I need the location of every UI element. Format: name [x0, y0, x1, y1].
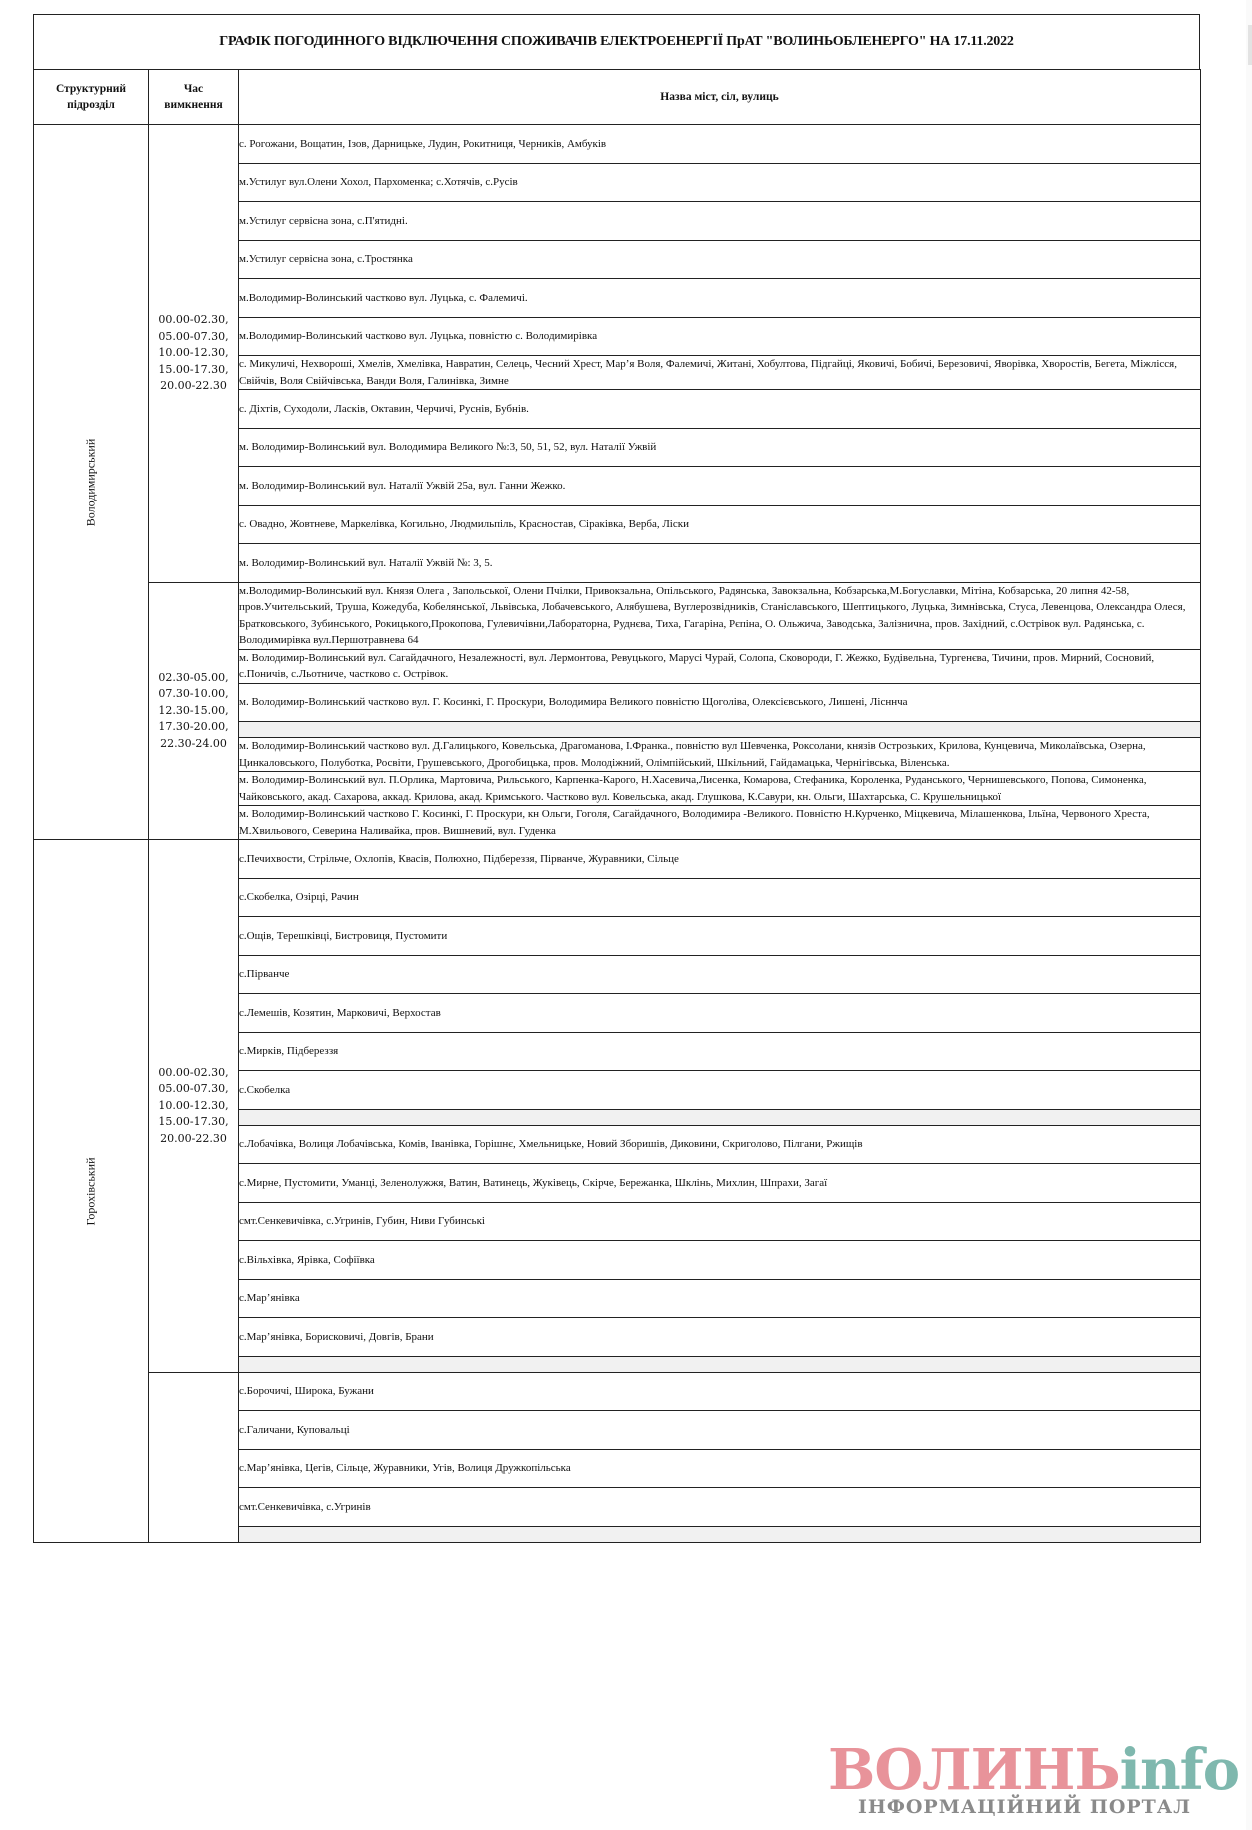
places-cell: с.Печихвости, Стрільче, Охлопів, Квасів, Полюхно, Підбереззя, Пірванче, Журавники, Сільце: [239, 840, 1201, 879]
outage-time-interval: 20.00-22.30: [160, 379, 227, 392]
logo-tagline: ІНФОРМАЦІЙНИЙ ПОРТАЛ: [858, 1796, 1192, 1818]
logo-brand-part2: info: [1119, 1737, 1240, 1803]
places-cell: м.Володимир-Волинський частково вул. Луцька, повністю с. Володимирівка: [239, 317, 1201, 356]
empty-row-cell: [239, 722, 1201, 738]
places-cell: м. Володимир-Волинський вул. Сагайдачного, Незалежності, вул. Лермонтова, Ревуцького, Марусі Чурай, Солопа, Сковороди, Г. Жежко, Будівельна, Тургенєва, Тичини, пров. Мирний, Сосновий, с.Поничів, с.Льотниче, частково с. Острівок.: [239, 649, 1201, 683]
places-cell: м. Володимир-Волинський вул. Володимира Великого №:3, 50, 51, 52, вул. Наталії Ужвій: [239, 428, 1201, 467]
outage-time-interval: 15.00-17.30,: [158, 1115, 229, 1128]
places-cell: м.Устилуг сервісна зона, с.П'ятидні.: [239, 202, 1201, 241]
places-cell: м.Устилуг вул.Олени Хохол, Пархоменка; с.Хотячів, с.Русів: [239, 163, 1201, 202]
outage-time-interval: 05.00-07.30,: [158, 329, 229, 343]
column-header-unit: [34, 70, 149, 125]
table-row: [34, 840, 1201, 879]
outage-time-interval: 10.00-12.30,: [158, 346, 229, 359]
column-header-unit-line: підрозділ: [67, 99, 115, 111]
scrollbar-thumb[interactable]: [1248, 25, 1252, 65]
column-header-time-line: вимкнення: [164, 99, 223, 111]
places-cell: с.Ощів, Терешківці, Бистровиця, Пустомити: [239, 917, 1201, 956]
places-cell: м. Володимир-Волинський вул. Наталії Ужвій №: 3, 5.: [239, 544, 1201, 583]
places-cell: м. Володимир-Волинський вул. Наталії Ужвій 25а, вул. Ганни Жежко.: [239, 467, 1201, 506]
places-cell: м.Володимир-Волинський частково вул. Луцька, с. Фалемичі.: [239, 279, 1201, 318]
places-cell: с.Галичани, Куповальці: [239, 1411, 1201, 1450]
outage-time-interval: 00.00-02.30,: [158, 1065, 229, 1079]
unit-cell: [34, 840, 149, 1543]
places-cell: м. Володимир-Волинський частково вул. Д.Галицького, Ковельська, Драгоманова, І.Франка., повністю вул Шевченка, Роксолани, князів Острозьких, Крилова, Кунцевича, Миколаївська, Озерна, Цинкаловського, Полуботка, Росвіти, Грушевського, Дрогобицька, пров. Молодіжний, Олімпійський, Шкільний, Гайдамацька, Чернігівська, Віленська.: [239, 738, 1201, 772]
places-cell: м. Володимир-Волинський частково вул. Г. Косинкі, Г. Проскури, Володимира Великого повністю Щоголіва, Олексієвського, Лишені, Лісннча: [239, 683, 1201, 722]
logo-wordmark: [828, 1737, 1248, 1803]
empty-row-cell: [239, 1526, 1201, 1542]
column-header-time-line: Час: [183, 83, 204, 95]
schedule-table: [33, 69, 1201, 1543]
schedule-body: [34, 125, 1201, 1543]
places-cell: с.Мирне, Пустомити, Уманці, Зеленолужжя, Ватин, Ватинець, Жуківець, Скірче, Бережанка, Шклінь, Михлин, Шпрахи, Загаї: [239, 1164, 1201, 1203]
places-cell: смт.Сенкевичівка, с.Угринів: [239, 1488, 1201, 1527]
outage-time-cell: [149, 582, 239, 840]
logo-brand-part1: ВОЛИНЬ: [828, 1737, 1120, 1803]
table-row: [34, 1372, 1201, 1411]
places-cell: с.Мар’янівка: [239, 1279, 1201, 1318]
outage-time-cell: [149, 840, 239, 1373]
outage-time-interval: 15.00-17.30,: [158, 362, 229, 376]
table-row: [34, 125, 1201, 164]
table-row: [34, 582, 1201, 649]
outage-time-interval: 17.30-20.00,: [158, 720, 229, 733]
scrollbar[interactable]: [1246, 0, 1252, 1830]
column-header-time: [149, 70, 239, 125]
unit-name: Володимирський: [83, 438, 98, 527]
places-cell: м. Володимир-Волинський вул. П.Орлика, Мартовича, Рильського, Карпенка-Карого, Н.Хасевича,Лисенка, Комарова, Стефаника, Короленка, Руданського, Чернишевського, Попова, Симоненка, Чайковського, акад. Сахарова, аккад. Крилова, акад. Кримського. Частково вул. Ковельська, акад. Глушкова, К.Савури, кн. Ольги, Шахтарська, С. Крушельницької: [239, 772, 1201, 806]
places-cell: с. Овадно, Жовтневе, Маркелівка, Когильно, Людмильпіль, Красностав, Сіраківка, Верба, Ліски: [239, 505, 1201, 544]
places-cell: с.Лобачівка, Волиця Лобачівська, Комів, Іванівка, Горішнє, Хмельницьке, Новий Зборишів, Диковини, Скриголово, Пілгани, Ржищів: [239, 1125, 1201, 1164]
outage-time-cell: [149, 1372, 239, 1542]
places-cell: м.Устилуг сервісна зона, с.Тростянка: [239, 240, 1201, 279]
outage-time-interval: 00.00-02.30,: [158, 313, 229, 326]
document-title: ГРАФІК ПОГОДИННОГО ВІДКЛЮЧЕННЯ СПОЖИВАЧІВ ЕЛЕКТРОЕНЕРГІЇ ПрАТ "ВОЛИНЬОБЛЕНЕРГО" НА 17.11.2022: [33, 14, 1200, 69]
places-cell: с.Пірванче: [239, 955, 1201, 994]
places-cell: с.Лемешів, Козятин, Марковичі, Верхостав: [239, 994, 1201, 1033]
places-cell: с.Вільхівка, Ярівка, Софіївка: [239, 1241, 1201, 1280]
places-cell: с.Мар’янівка, Борисковичі, Довгів, Брани: [239, 1318, 1201, 1357]
places-cell: с.Борочичі, Широка, Бужани: [239, 1372, 1201, 1411]
places-cell: м. Володимир-Волинський частково Г. Косинкі, Г. Проскури, кн Ольги, Гоголя, Сагайдачного, Володимира -Великого. Повністю Н.Курченко, Міцкевича, Мілашенкова, Ільїна, Червоного Хреста, М.Хвильового, Северина Наливайка, пров. Вишневий, вул. Гуденка: [239, 806, 1201, 840]
places-cell: с.Скобелка, Озірці, Рачин: [239, 878, 1201, 917]
places-cell: с.Мирків, Підбереззя: [239, 1032, 1201, 1071]
column-header-unit-line: Структурний: [55, 83, 127, 95]
outage-time-interval: 02.30-05.00,: [158, 670, 229, 684]
places-cell: м.Володимир-Волинський вул. Князя Олега , Запольської, Олени Пчілки, Привокзальна, Опільського, Радянська, Завокзальна, Кобзарська,М.Богуславки, Мітіна, Кобзарська, 20 липня 42-58, пров.Учительський, Труша, Кожедуба, Кобелянської, Львівська, Лобачевського, Алябушева, Вуглерозвідників, Станіславського, Шептицького, Луцька, Зимнівська, Стуса, Левенцова, Олександра Олеся, Братковського, Зубинського, Рокицького,Прокопова, Гулевичівни,Лабораторна, Руднєва, Тиха, Гагаріна, Рєпіна, О. Ольжича, Заводська, Залізнична, пров. Західний, с.Острівок вул. Радянська, с. Володимирівка вул.Першотравнева 64: [239, 582, 1201, 649]
unit-name: Горохівський: [83, 1157, 98, 1226]
outage-schedule-document: [33, 14, 1200, 1543]
outage-time-interval: 05.00-07.30,: [158, 1082, 229, 1095]
outage-time-interval: 10.00-12.30,: [158, 1098, 229, 1112]
outage-time-cell: [149, 125, 239, 583]
places-cell: с.Скобелка: [239, 1071, 1201, 1110]
unit-cell: [34, 125, 149, 840]
places-cell: с.Мар’янівка, Цегів, Сільце, Журавники, Угів, Волиця Дружкопільська: [239, 1449, 1201, 1488]
outage-time-interval: 22.30-24.00: [160, 736, 227, 750]
table-header-row: [34, 70, 1201, 125]
outage-time-interval: 12.30-15.00,: [158, 703, 229, 717]
places-cell: с. Діхтів, Суходоли, Ласків, Октавин, Черчичі, Руснів, Бубнів.: [239, 390, 1201, 429]
empty-row-cell: [239, 1109, 1201, 1125]
places-cell: смт.Сенкевичівка, с.Угринів, Губин, Ниви Губинські: [239, 1202, 1201, 1241]
column-header-places: Назва міст, сіл, вулиць: [239, 70, 1201, 125]
volyn-info-watermark-logo: [828, 1737, 1248, 1830]
empty-row-cell: [239, 1356, 1201, 1372]
outage-time-interval: 07.30-10.00,: [158, 687, 229, 700]
places-cell: с. Микуличі, Нехвороші, Хмелів, Хмелівка, Навратин, Селець, Чесний Хрест, Мар’я Воля, Фалемичі, Житані, Хобултова, Підгайці, Яковичі, Бобичі, Березовичі, Яворівка, Хворостів, Бегета, Міжлісся, Свійчів, Воля Свійчівська, Ванди Воля, Галинівка, Зимне: [239, 356, 1201, 390]
outage-time-interval: 20.00-22.30: [160, 1131, 227, 1145]
places-cell: с. Рогожани, Вощатин, Ізов, Дарницьке, Лудин, Рокитниця, Черників, Амбуків: [239, 125, 1201, 164]
